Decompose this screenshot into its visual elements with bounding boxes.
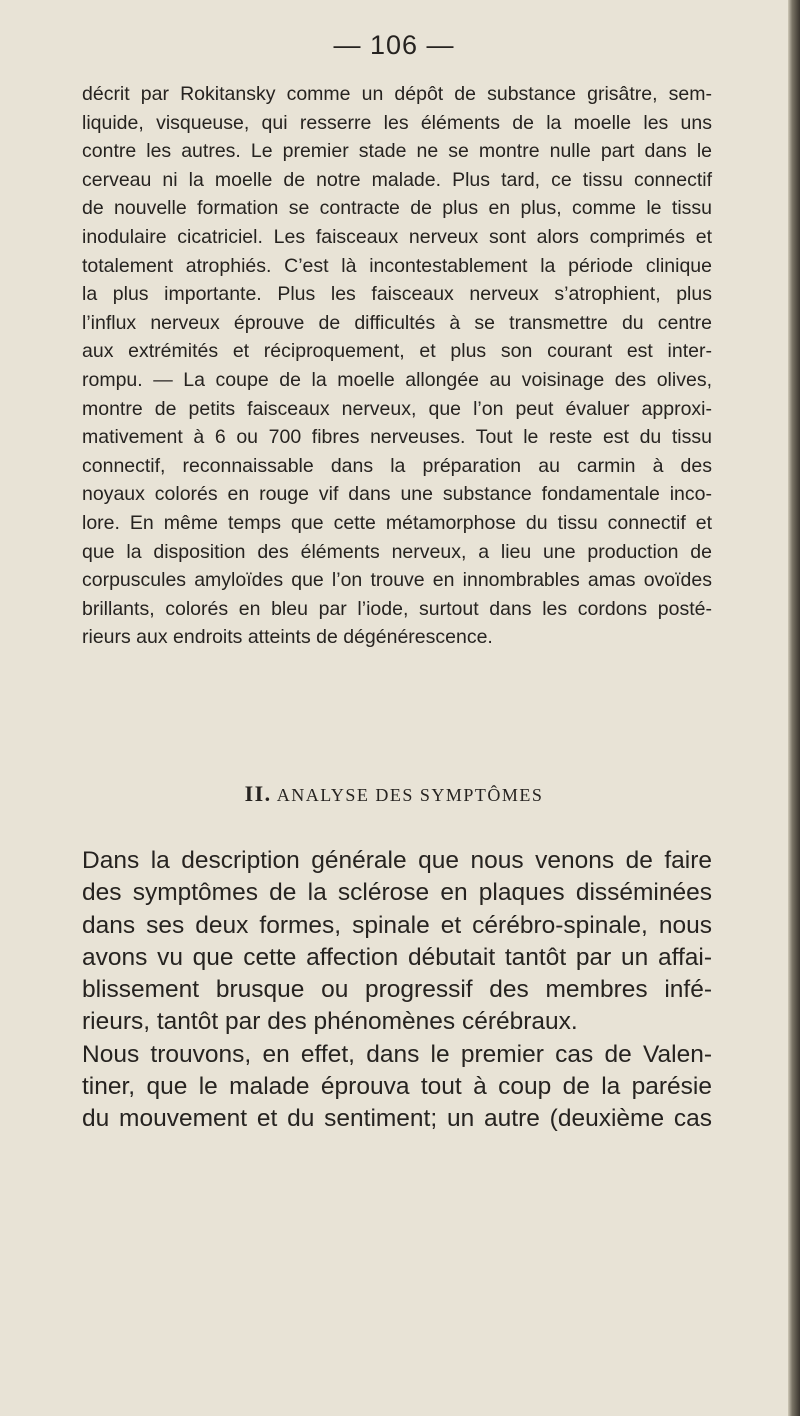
text-line: rieurs aux endroits atteints de dégénérescence. — [82, 626, 493, 649]
page-binding-edge — [788, 0, 800, 1416]
section-number: II. — [244, 781, 272, 806]
text-line: aux extrémités et réciproquement, et plus son courant est inter- — [82, 340, 712, 363]
text-line: contre les autres. Le premier stade ne se montre nulle part dans le — [82, 140, 712, 163]
text-line: avons vu que cette affection débutait tantôt par un affai- — [82, 943, 712, 971]
text-line: liquide, visqueuse, qui resserre les éléments de la moelle les uns — [82, 111, 712, 134]
text-line: l’influx nerveux éprouve de difficultés à se transmettre du centre — [82, 311, 712, 334]
text-line: que la disposition des éléments nerveux, a lieu une production de — [82, 540, 712, 563]
text-line: corpuscules amyloïdes que l’on trouve en innombrables amas ovoïdes — [82, 569, 712, 592]
text-line: de nouvelle formation se contracte de plus en plus, comme le tissu — [82, 197, 712, 220]
text-line: mativement à 6 ou 700 fibres nerveuses. Tout le reste est du tissu — [82, 426, 712, 449]
text-line: Dans la description générale que nous venons de faire — [82, 847, 712, 874]
section-title: ANALYSE DES SYMPTÔMES — [276, 785, 544, 805]
text-line: montre de petits faisceaux nerveux, que l’on peut évaluer approxi- — [82, 397, 712, 420]
text-line: du mouvement et du sentiment; un autre (deuxième cas — [82, 1105, 712, 1133]
text-line: décrit par Rokitansky comme un dépôt de substance grisâtre, sem- — [82, 83, 712, 105]
text-line: des symptômes de la sclérose en plaques disséminées — [82, 879, 712, 907]
text-line: dans ses deux formes, spinale et cérébro-spinale, nous — [82, 911, 712, 939]
section-heading — [0, 781, 788, 807]
text-line: connectif, reconnaissable dans la préparation au carmin à des — [82, 454, 712, 477]
page-number: — 106 — — [333, 30, 455, 60]
text-line: totalement atrophiés. C’est là incontestablement la période clinique — [82, 254, 712, 277]
text-line: noyaux colorés en rouge vif dans une substance fondamentale inco- — [82, 483, 712, 506]
text-line: rieurs, tantôt par des phénomènes cérébraux. — [82, 1008, 578, 1036]
text-line: brillants, colorés en bleu par l’iode, surtout dans les cordons posté- — [82, 597, 712, 620]
text-line: lore. En même temps que cette métamorphose du tissu connectif et — [82, 511, 712, 534]
text-line: rompu. — La coupe de la moelle allongée au voisinage des olives, — [82, 368, 712, 391]
text-line: cerveau ni la moelle de notre malade. Plus tard, ce tissu connectif — [82, 168, 712, 191]
text-line: la plus importante. Plus les faisceaux nerveux s’atrophient, plus — [82, 283, 712, 306]
text-line: blissement brusque ou progressif des membres infé- — [82, 976, 712, 1004]
text-line: Nous trouvons, en effet, dans le premier cas de Valen- — [82, 1040, 712, 1068]
body-paragraph-1 — [82, 80, 712, 652]
text-line: tiner, que le malade éprouva tout à coup de la parésie — [82, 1073, 712, 1101]
body-paragraph-2 — [82, 845, 712, 1136]
text-line: inodulaire cicatriciel. Les faisceaux nerveux sont alors comprimés et — [82, 225, 712, 248]
